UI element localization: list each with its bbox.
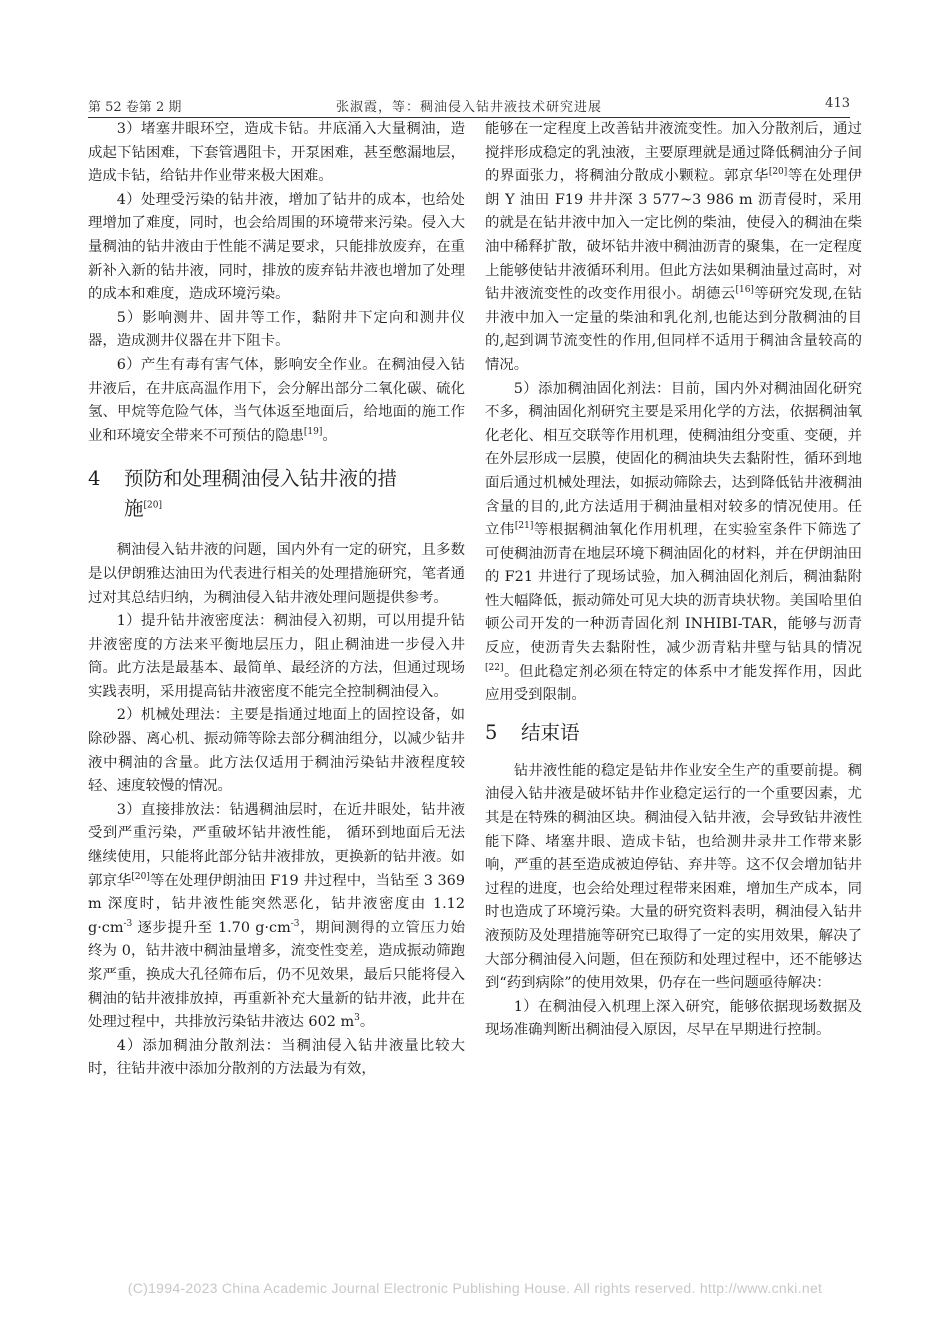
paragraph: 5）影响测井、固井等工作，黏附井下定向和测井仪器，造成测井仪器在井下阻卡。 (88, 309, 465, 350)
section-number: 4 (88, 467, 101, 491)
paragraph: 4）处理受污染的钻井液，增加了钻井的成本，也给处理增加了难度，同时，也会给周围的环境带来污染。侵入大量稠油的钻井液由于性能不满足要求，只能排放废弃，在重新补入新的钻井液，同时，排放的废弃钻井液也增加了处理的成本和难度，造成环境污染。 (88, 191, 465, 303)
citation: [20] (131, 871, 150, 882)
section-heading-5 (485, 718, 862, 748)
journal-volume-issue: 第 52 卷第 2 期 (88, 100, 182, 115)
citation: [16] (735, 285, 754, 296)
citation: [20] (143, 500, 162, 511)
paragraph: 6）产生有毒有害气体，影响安全作业。在稠油侵入钻井液后，在井底高温作用下，会分解出部分二氧化碳、硫化氢、甲烷等危险气体，当气体返至地面后，给地面的施工作业和环境安全带来不可预估的隐患[19]。 (88, 356, 465, 444)
section-title: 结束语 (521, 720, 580, 744)
paragraph: 5）添加稠油固化剂法：目前，国内外对稠油固化研究不多，稠油固化剂研究主要是采用化学的方法，依据稠油氧化老化、相互交联等作用机理，使稠油组分变重、变硬，并在外层形成一层膜，使固化的稠油块失去黏附性，循环到地面后通过机械处理法，如振动筛除去，达到降低钻井液稠油含量的目的,此方法适用于稠油量相对较多的情况使用。任立伟[21]等根据稠油氧化作用机理，在实验室条件下筛选了可使稠油沥青在地层环境下稠油固化的材料，并在伊朗油田的 F21 井进行了现场试验，加入稠油固化剂后，稠油黏附性大幅降低，振动筛处可见大块的沥青块状物。美国哈里伯顿公司开发的一种沥青固化剂 INHIBI-TAR，能够与沥青反应，使沥青失去黏附性，减少沥青粘井壁与钻具的情况[22]。但此稳定剂必须在特定的体系中才能发挥作用，因此应用受到限制。 (485, 380, 862, 704)
page-number: 413 (825, 96, 850, 111)
citation: [21] (514, 521, 534, 532)
left-column (88, 118, 465, 1082)
paragraph: 4）添加稠油分散剂法：当稠油侵入钻井液量比较大时，往钻井液中添加分散剂的方法最为有效， (88, 1037, 465, 1078)
paragraph: 1）提升钻井液密度法：稠油侵入初期，可以用提升钻井液密度的方法来平衡地层压力，阻止稠油进一步侵入井筒。此方法是最基本、最简单、最经济的方法，但通过现场实践表明，采用提高钻井液密度不能完全控制稠油侵入。 (88, 613, 465, 700)
citation: [22] (485, 662, 504, 673)
paragraph: 钻井液性能的稳定是钻井作业安全生产的重要前提。稠油侵入钻井液是破坏钻井作业稳定运行的一个重要因素，尤其是在特殊的稠油区块。稠油侵入钻井液，会导致钻井液性能下降、堵塞井眼、造成卡钻，也给测井录井工作带来影响，严重的甚至造成被迫停钻、弃井等。这不仅会增加钻井过程的进度，也会给处理过程带来困难，增加生产成本，同时也造成了环境污染。大量的研究资料表明，稠油侵入钻井液预防及处理措施等研究已取得了一定的实用效果，解决了大部分稠油侵入问题，但在预防和处理过程中，还不能够达到“药到病除”的使用效果，仍存在一些问题亟待解决： (485, 762, 862, 992)
right-column (485, 118, 862, 1043)
paragraph: 2）机械处理法：主要是指通过地面上的固控设备，如除砂器、离心机、振动筛等除去部分稠油组分，以减少钻井液中稠油的含量。此方法仅适用于稠油污染钻井液程度较轻、速度较慢的情况。 (88, 707, 465, 795)
paragraph: 稠油侵入钻井液的问题，国内外有一定的研究，且多数是以伊朗雅达油田为代表进行相关的处理措施研究，笔者通过对其总结归纳，为稠油侵入钻井液处理问题提供参考。 (88, 542, 465, 606)
paragraph: 3）堵塞井眼环空，造成卡钻。井底涌入大量稠油，造成起下钻困难，下套管遇阻卡，开泵困难，甚至憋漏地层，造成卡钻，给钻井作业带来极大困难。 (88, 121, 465, 185)
paragraph: 1）在稠油侵入机理上深入研究，能够依据现场数据及现场准确判断出稠油侵入原因，尽早在早期进行控制。 (485, 998, 862, 1039)
section-title: 预防和处理稠油侵入钻井液的措 (124, 467, 398, 491)
paragraph: 能够在一定程度上改善钻井液流变性。加入分散剂后，通过搅拌形成稳定的乳浊液，主要原理就是通过降低稠油分子间的界面张力，将稠油分散成小颗粒。郭京华[20]等在处理伊朗 Y 油田 F19 井井深 3 577~3 986 m 沥青侵时，采用的就是在钻井液中加入一定比例的柴油，使侵入的稠油在柴油中稀释扩散，破坏钻井液中稠油沥青的聚集，在一定程度上能够使钻井液循环利用。但此方法如果稠油量过高时，对钻井液流变性的改变作用很小。胡德云[16]等研究发现,在钻井液中加入一定量的柴油和乳化剂,也能达到分散稠油的目的,起到调节流变性的作用,但同样不适用于稠油含量较高的情况。 (485, 121, 862, 373)
running-title: 张淑霞，等：稠油侵入钻井液技术研究进展 (335, 100, 602, 115)
section-number: 5 (485, 720, 498, 744)
section-heading-4 (88, 464, 465, 524)
paragraph: 3）直接排放法：钻遇稠油层时，在近井眼处，钻井液受到严重污染，严重破坏钻井液性能， 循环到地面后无法继续使用，只能将此部分钻井液排放，更换新的钻井液。如郭京华[20]等在处理伊朗油田 F19 井过程中，当钻至 3 369 m 深度时，钻井液性能突然恶化，钻井液密度由 1.12 $g\cdot cm^{-3}$ 逐步提升至 1.70 $g\cdot cm^{-3}$，期间测得的立管压力始终为 0，钻井液中稠油量增多，流变性变差，造成振动筛跑浆严重，换成大孔径筛布后，仍不见效果，最后只能将侵入稠油的钻井液排放掉，再重新补充大量新的钻井液，此井在处理过程中，共排放污染钻井液达 602 $m^3$。 (88, 801, 465, 1031)
citation: [20] (768, 167, 788, 178)
copyright-footer: (C)1994-2023 China Academic Journal Electronic Publishing House. All rights reserved. http://www.cnki.net (127, 1280, 823, 1296)
citation: [19] (303, 426, 323, 437)
running-header (88, 96, 850, 118)
section-title-cont: 施 (124, 497, 144, 521)
